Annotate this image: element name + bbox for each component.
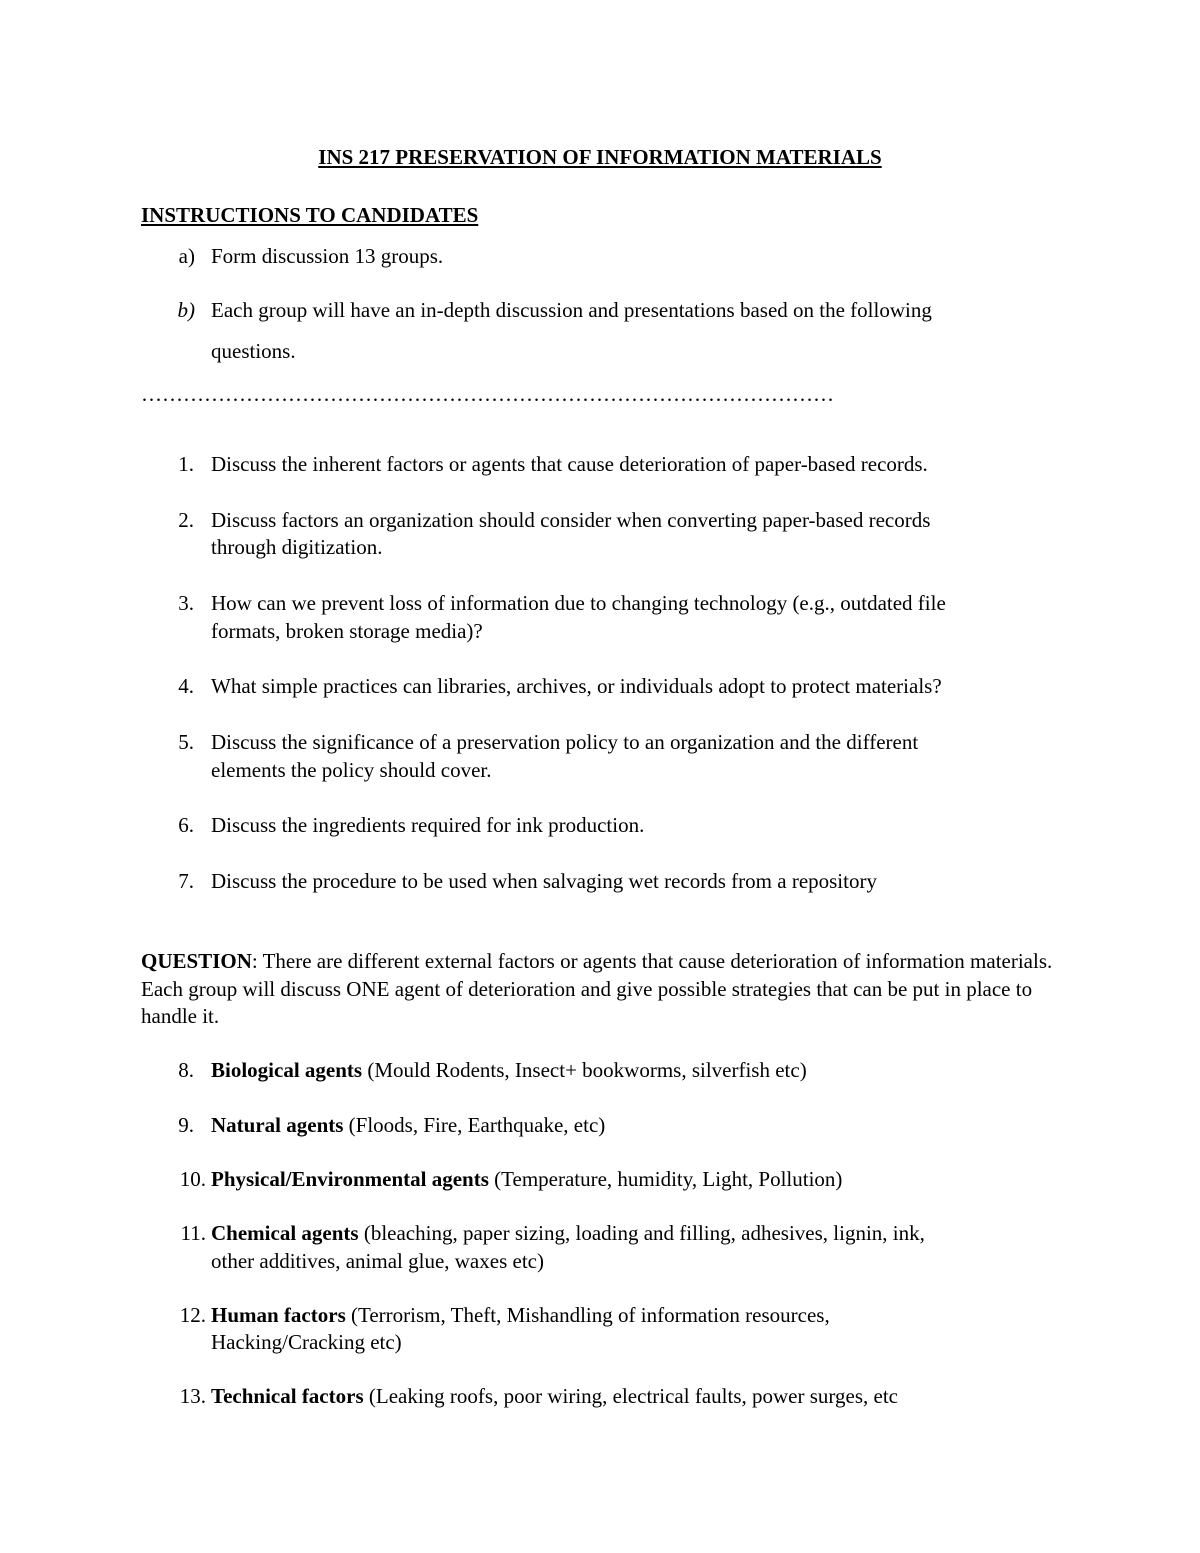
instruction-marker-b: b) [177, 298, 195, 322]
agent-item [211, 1382, 898, 1410]
question-text-continued: formats, broken storage media)? [211, 619, 483, 643]
agent-examples-continued: Hacking/Cracking etc) [211, 1330, 402, 1354]
agent-number: 12. [179, 1303, 206, 1327]
question-text: Discuss factors an organization should consider when converting paper-based records [211, 508, 931, 532]
document-title: INS 217 PRESERVATION OF INFORMATION MATERIALS [318, 145, 882, 169]
question-number: 7. [178, 869, 194, 893]
question-number: 6. [178, 813, 194, 837]
agent-item [211, 1301, 830, 1329]
agent-examples: (Terrorism, Theft, Mishandling of information resources, [345, 1303, 830, 1327]
instruction-text-a: Form discussion 13 groups. [211, 244, 444, 268]
agent-examples: (bleaching, paper sizing, loading and filling, adhesives, lignin, ink, [358, 1221, 925, 1245]
agent-number: 10. [179, 1167, 206, 1191]
instruction-text-b-line2: questions. [211, 339, 296, 363]
question-number: 4. [178, 674, 194, 698]
agent-name: Human factors [211, 1303, 346, 1327]
question-number: 5. [178, 730, 194, 754]
agent-number: 8. [178, 1058, 194, 1082]
question-number: 1. [178, 452, 194, 476]
question-body: : There are different external factors or agents that cause deterioration of information materials. Each group will discuss ONE agent of deterioration and give possible strategies that can be put in place to handle it. [141, 949, 1053, 1028]
instruction-marker-a: a) [178, 244, 195, 268]
agent-item [211, 1219, 925, 1247]
question-text-continued: through digitization. [211, 535, 383, 559]
agent-name: Technical factors [211, 1384, 364, 1408]
agent-name: Biological agents [211, 1058, 363, 1082]
agent-examples-continued: other additives, animal glue, waxes etc) [211, 1249, 544, 1273]
question-number: 3. [178, 591, 194, 615]
agent-number: 13. [179, 1384, 206, 1408]
question-number: 2. [178, 508, 194, 532]
question-paragraph [141, 948, 1061, 1031]
question-text: Discuss the significance of a preservation policy to an organization and the different [211, 730, 919, 754]
instruction-text-b-line1: Each group will have an in-depth discussion and presentations based on the following [211, 298, 932, 322]
question-text: Discuss the inherent factors or agents that cause deterioration of paper-based records. [211, 452, 928, 476]
separator-dots: ……………………………………………………………………………………… [141, 382, 834, 406]
question-text-continued: elements the policy should cover. [211, 758, 492, 782]
question-label: QUESTION [141, 949, 252, 973]
agent-item [211, 1056, 807, 1084]
agent-examples: (Mould Rodents, Insect+ bookworms, silverfish etc) [362, 1058, 807, 1082]
agent-examples: (Floods, Fire, Earthquake, etc) [343, 1113, 606, 1137]
question-text: Discuss the procedure to be used when salvaging wet records from a repository [211, 869, 877, 893]
agent-examples: (Leaking roofs, poor wiring, electrical faults, power surges, etc [363, 1384, 898, 1408]
agent-name: Natural agents [211, 1113, 344, 1137]
agent-item [211, 1165, 842, 1193]
agent-name: Physical/Environmental agents [211, 1167, 489, 1191]
question-text: Discuss the ingredients required for ink production. [211, 813, 645, 837]
agent-name: Chemical agents [211, 1221, 359, 1245]
question-text: How can we prevent loss of information due to changing technology (e.g., outdated file [211, 591, 946, 615]
agent-number: 9. [178, 1113, 194, 1137]
instructions-heading: INSTRUCTIONS TO CANDIDATES [141, 203, 479, 227]
agent-number: 11. [180, 1221, 206, 1245]
agent-examples: (Temperature, humidity, Light, Pollution) [488, 1167, 843, 1191]
question-text: What simple practices can libraries, archives, or individuals adopt to protect materials? [211, 674, 942, 698]
agent-item [211, 1111, 605, 1139]
